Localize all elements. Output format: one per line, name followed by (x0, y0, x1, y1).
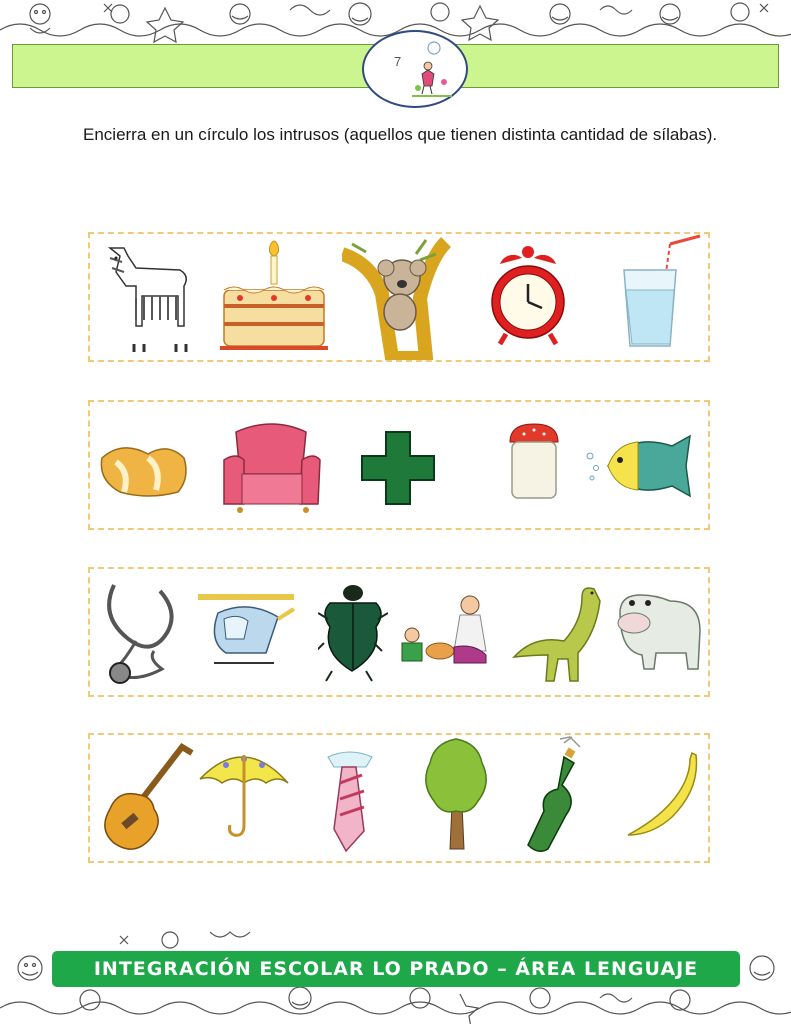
banana-picture (622, 735, 702, 861)
necktie-picture (320, 735, 380, 861)
koala-picture (342, 234, 452, 360)
page-number-badge (362, 30, 468, 108)
family-picture (396, 569, 496, 695)
armchair-picture (220, 402, 324, 528)
hippopotamus-picture (610, 569, 706, 695)
guitar-picture (96, 735, 196, 861)
footer-banner: INTEGRACIÓN ESCOLAR LO PRADO – ÁREA LENGUAJE (52, 951, 740, 987)
page-number: 7 (394, 54, 402, 69)
fish-picture (584, 402, 702, 528)
instruction-text: Encierra en un círculo los intrusos (aquellos que tienen distinta cantidad de sílabas). (83, 125, 718, 144)
girl-illustration (412, 38, 456, 105)
bottle-picture (520, 735, 590, 861)
zebra-picture (96, 234, 200, 360)
picture-row-3 (88, 567, 710, 697)
bread-picture (96, 402, 190, 528)
birthday-cake-picture (220, 234, 330, 360)
glass-of-water-picture (618, 234, 708, 360)
alarm-clock-picture (490, 234, 570, 360)
beetle-picture (318, 569, 388, 695)
picture-row-4 (88, 733, 710, 863)
tree-picture (422, 735, 492, 861)
umbrella-picture (196, 735, 292, 861)
picture-row-2 (88, 400, 710, 530)
picture-row-1 (88, 232, 710, 362)
green-cross-picture (358, 402, 438, 528)
salt-shaker-picture (502, 402, 562, 528)
dinosaur-picture (502, 569, 604, 695)
helicopter-picture (194, 569, 298, 695)
stethoscope-picture (96, 569, 186, 695)
